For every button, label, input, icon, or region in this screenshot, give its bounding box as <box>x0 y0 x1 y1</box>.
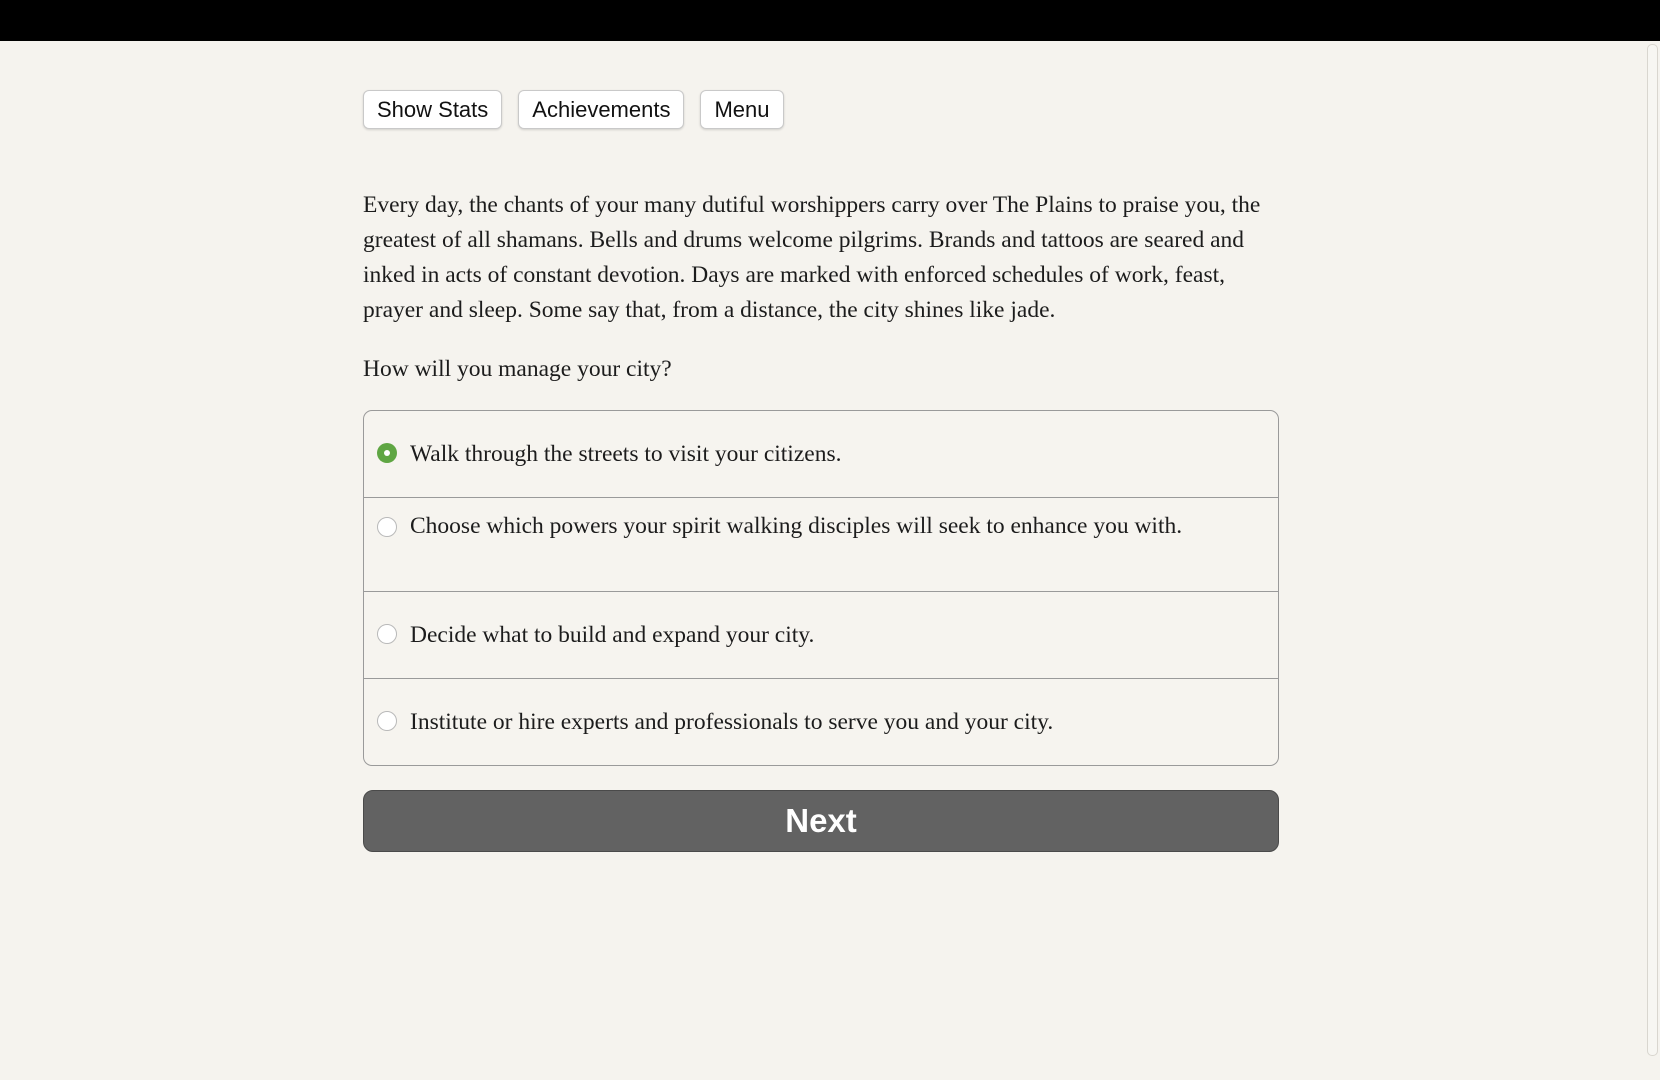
show-stats-button[interactable]: Show Stats <box>363 90 502 129</box>
radio-selected-icon[interactable] <box>377 443 397 463</box>
scrollbar[interactable] <box>1647 44 1658 1056</box>
story-text: Every day, the chants of your many dutiful worshippers carry over The Plains to praise you, the greatest of all shamans. Bells and drums welcome pilgrims. Brands and tattoos are seared and inked in acts of constant devotion. Days are marked with enforced schedules of work, feast, prayer and sleep. Some say that, from a distance, the city shines like jade. <box>363 192 1261 323</box>
choice-body <box>377 509 1182 544</box>
game-content <box>363 90 1279 852</box>
radio-icon[interactable] <box>377 711 397 731</box>
next-button[interactable]: Next <box>363 790 1279 852</box>
menu-button[interactable]: Menu <box>700 90 783 129</box>
choice-option-4[interactable] <box>364 678 1278 765</box>
choice-label: Choose which powers your spirit walking disciples will seek to enhance you with. <box>410 513 1183 539</box>
achievements-button[interactable]: Achievements <box>518 90 684 129</box>
choice-option-2[interactable] <box>364 497 1278 591</box>
choice-label: Institute or hire experts and professionals to serve you and your city. <box>410 708 1054 735</box>
radio-icon[interactable] <box>377 517 397 537</box>
choice-option-3[interactable] <box>364 591 1278 678</box>
toolbar <box>363 90 1279 129</box>
choice-list <box>363 410 1279 766</box>
choice-question: How will you manage your city? <box>363 356 672 382</box>
choice-label: Decide what to build and expand your city. <box>410 621 815 648</box>
choice-label: Walk through the streets to visit your citizens. <box>410 440 842 467</box>
window-top-bar <box>0 0 1660 41</box>
radio-icon[interactable] <box>377 624 397 644</box>
choice-option-1[interactable] <box>364 411 1278 497</box>
